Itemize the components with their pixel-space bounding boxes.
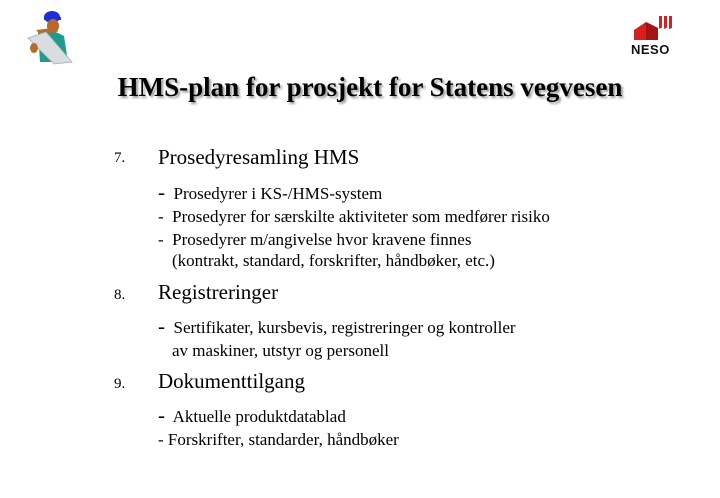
section-heading: Dokumenttilgang bbox=[158, 369, 305, 393]
list-item-continuation: av maskiner, utstyr og personell bbox=[172, 341, 389, 360]
section-heading: Registreringer bbox=[158, 280, 279, 304]
red-house-logo-icon bbox=[628, 16, 678, 42]
logo-text: NESO bbox=[631, 42, 670, 57]
list-item: - Aktuelle produktdatablad bbox=[158, 403, 346, 427]
list-item: - Sertifikater, kursbevis, registreringer og kontroller bbox=[158, 314, 516, 338]
section-number: 7. bbox=[114, 150, 126, 166]
list-item-continuation: (kontrakt, standard, forskrifter, håndbøker, etc.) bbox=[172, 251, 495, 270]
construction-worker-icon bbox=[14, 4, 78, 66]
list-item: - Forskrifter, standarder, håndbøker bbox=[158, 430, 399, 449]
section-heading: Prosedyresamling HMS bbox=[158, 145, 360, 169]
section-number: 9. bbox=[114, 376, 126, 392]
list-item: - Prosedyrer for særskilte aktiviteter som medfører risiko bbox=[158, 207, 550, 226]
section-number: 8. bbox=[114, 287, 126, 303]
page-title: HMS-plan for prosjekt for Statens vegvesen bbox=[117, 72, 623, 102]
neso-logo bbox=[628, 16, 678, 58]
list-item: - Prosedyrer i KS-/HMS-system bbox=[158, 180, 383, 204]
list-item: - Prosedyrer m/angivelse hvor kravene finnes bbox=[158, 230, 472, 249]
